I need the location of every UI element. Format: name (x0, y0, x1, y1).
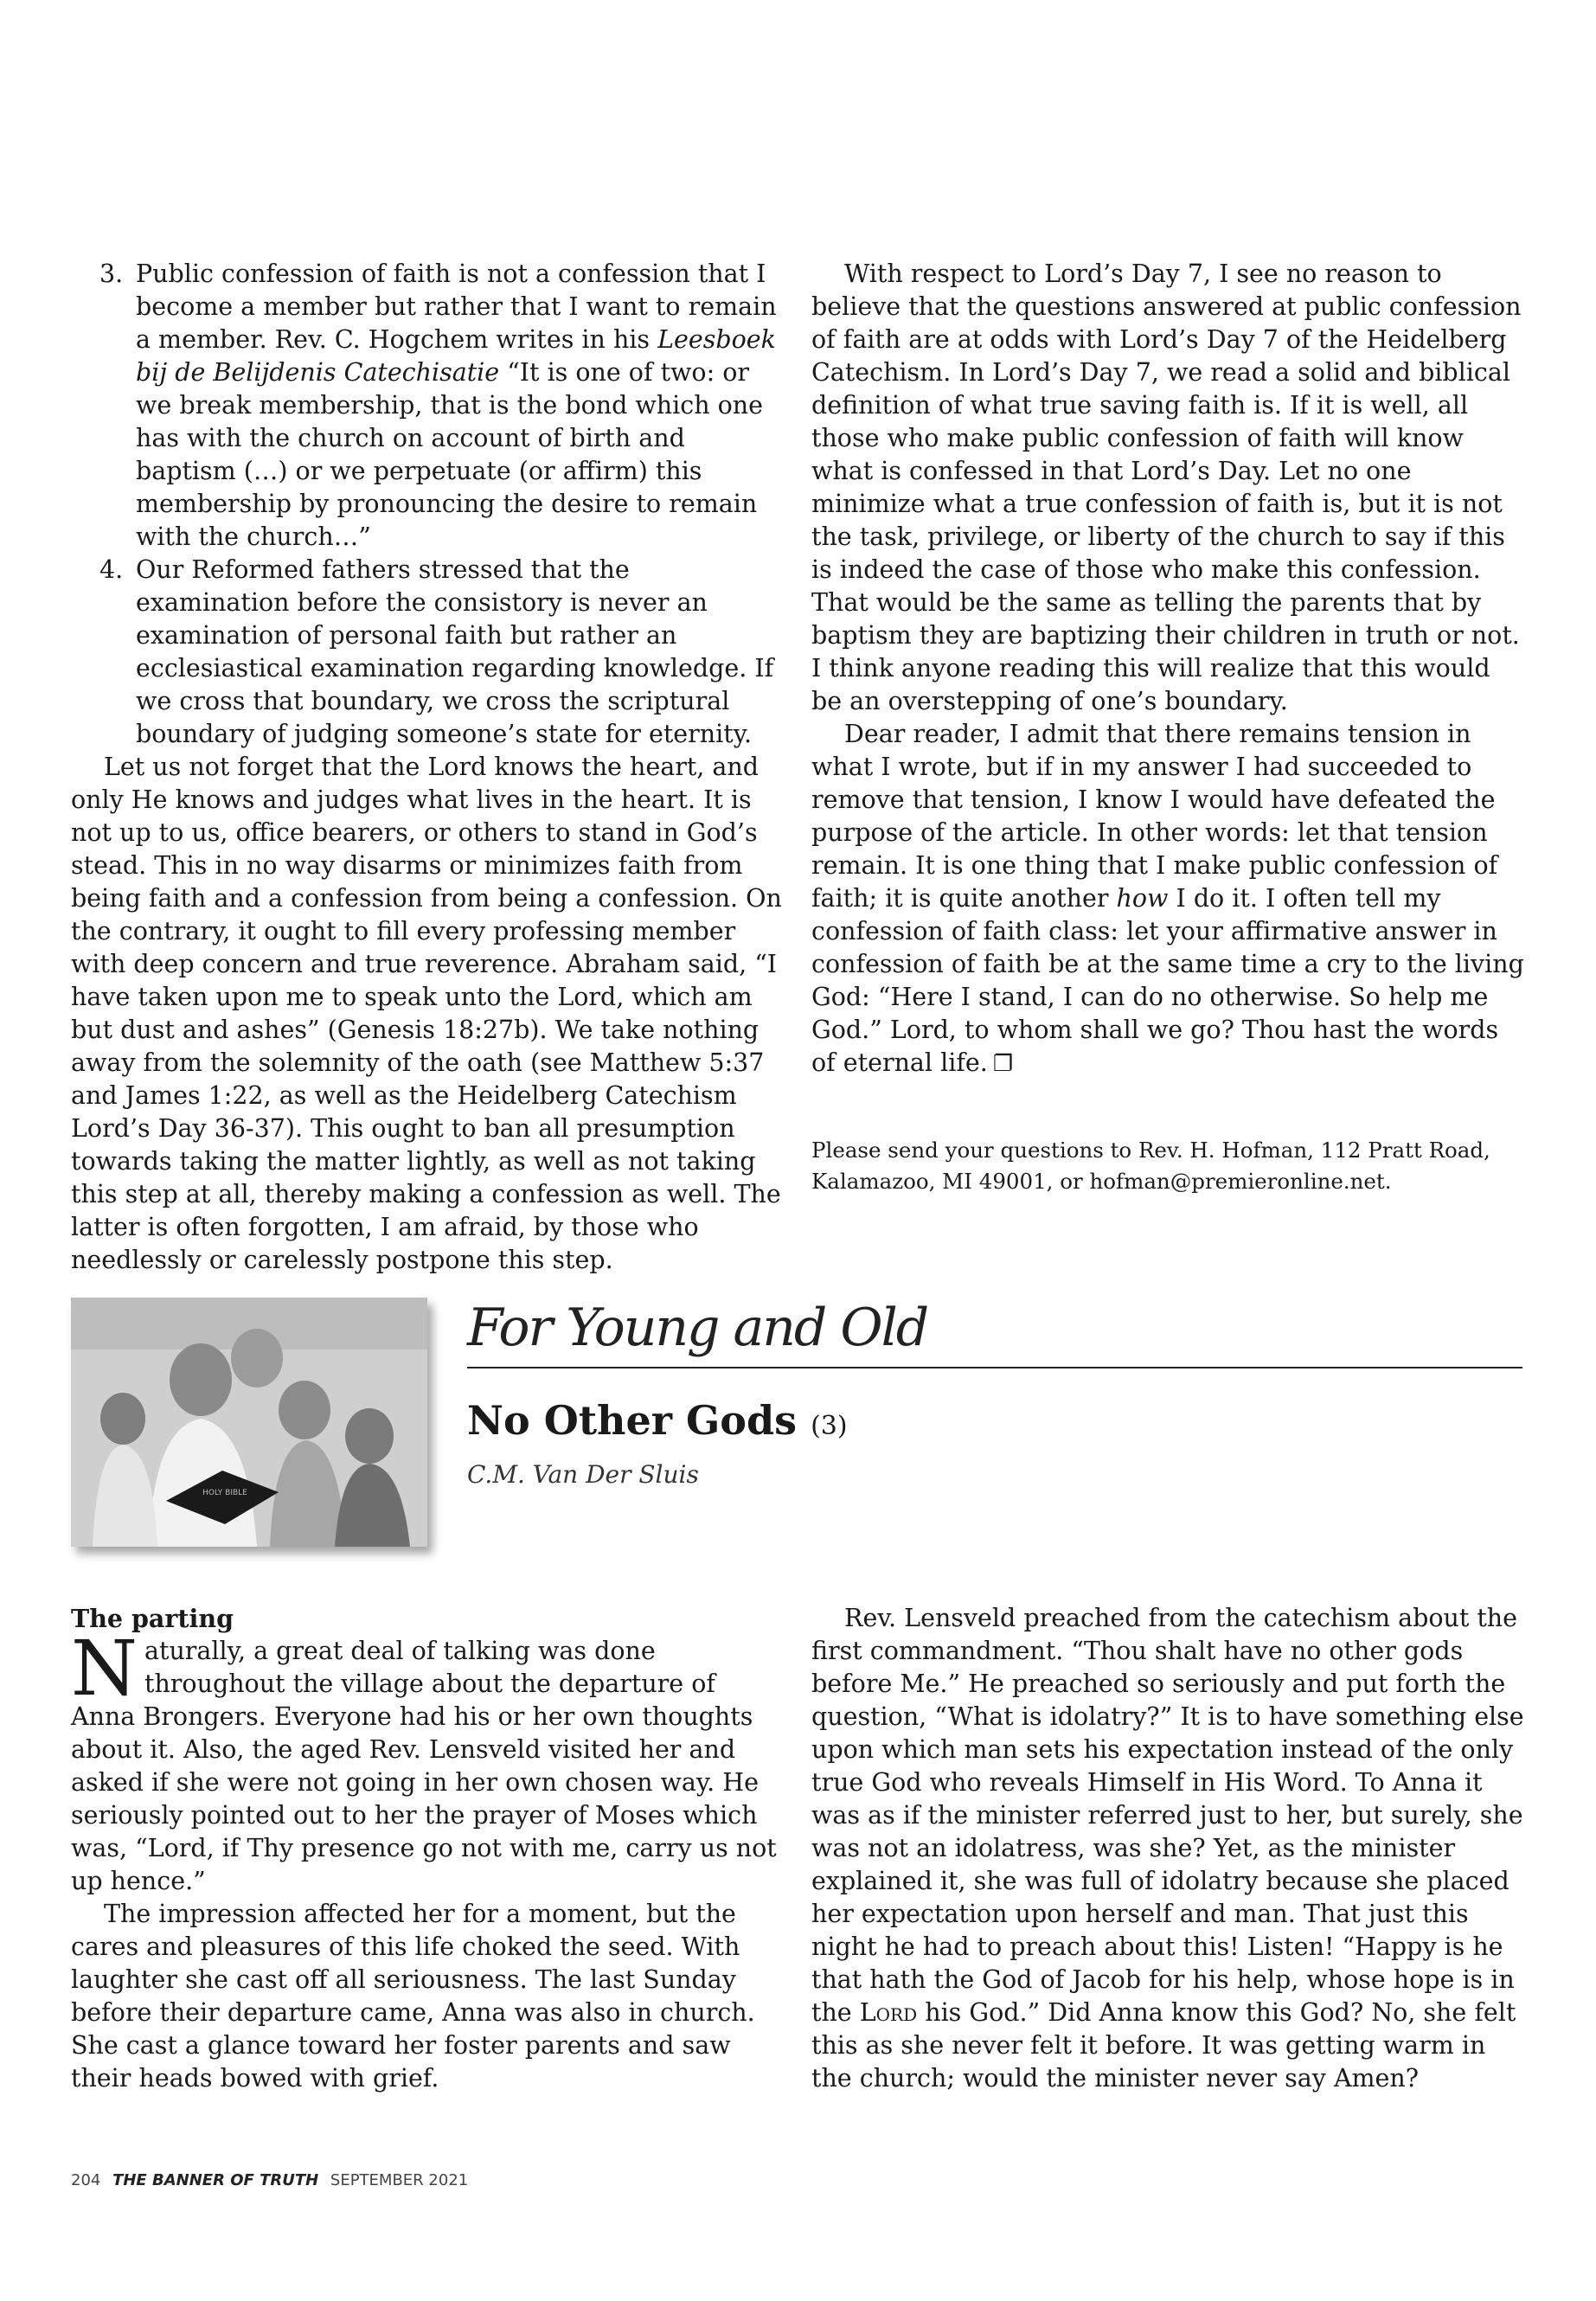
family-reading-bible-image (71, 1298, 427, 1547)
body-paragraph: With respect to Lord’s Day 7, I see no reason to believe that the questions answered at public confession of faith are at odds with Lord’s Day 7 of the Heidelberg Catechism. In Lord’s Day 7, we read a solid and biblical definition of what true saving faith is. If it is well, all those who make public confession of faith will know what is confessed in that Lord’s Day. Let no one minimize what a true confession of faith is, but it is not the task, privilege, or liberty of the church to say if this is indeed the case of those who make this confession. That would be the same as telling the parents that by baptism they are baptizing their children in truth or not. I think anyone reading this will realize that this would be an overstepping of one’s boundary. (811, 260, 1522, 715)
bottom-left-column (71, 1602, 782, 2095)
paragraph-text: Rev. Lensveld preached from the catechism about the first commandment. “Thou shalt have no other gods before Me.” He preached so seriously and put forth the question, “What is idolatry?” It is to have something else upon which man sets his expectation instead of the only true God who reveals Himself in His Word. To Anna it was as if the minister referred just to her, but surely, she was not an idolatress, was she? Yet, as the minister explained it, she was full of idolatry because she placed her expectation upon herself and man. That just this night he had to preach about this! Listen! “Happy is he that hath the God of Jacob for his help, whose hope is in the (811, 1604, 1524, 2027)
list-text: Our Reformed fathers stressed that the examination before the consistory is never an examination of personal faith but rather an ecclesiastical examination regarding knowledge. If we cross that boundary, we cross the scriptural boundary of judging someone’s state for eternity. (136, 555, 774, 748)
bottom-right-column (811, 1602, 1528, 2095)
article-title-text: No Other Gods (467, 1397, 798, 1444)
paragraph-text: aturally, a great deal of talking was done throughout the village about the departure of Anna Brongers. Everyone had his or her own thoughts about it. Also, the aged Rev. Lensveld visited her and asked if she were not going in her own chosen way. He seriously pointed out to her the prayer of Moses which was, “Lord, if Thy presence go not with me, carry us not up hence.” (71, 1637, 777, 1895)
list-number: 3. (99, 260, 124, 288)
section-title (467, 1298, 1522, 1368)
book-title: Leesboek bij de Belijdenis Catechisatie (136, 325, 776, 387)
numbered-list (71, 258, 782, 751)
top-right-column (811, 258, 1528, 1080)
drop-cap: N (71, 1624, 138, 1713)
body-paragraph: The impression affected her for a moment, but the cares and pleasures of this life choked the seed. With laughter she cast off all seriousness. The last Sunday before their departure came, Anna was also in church. She cast a glance toward her foster parents and saw their heads bowed with grief. (71, 1900, 755, 2093)
page-footer (71, 2171, 468, 2189)
section-title-text: For Young and Old (467, 1298, 928, 1358)
body-paragraph (811, 1602, 1528, 2095)
body-paragraph (71, 1624, 782, 1898)
magazine-name: THE BANNER OF TRUTH (112, 2171, 319, 2189)
family-photo (71, 1298, 427, 1547)
article-part: (3) (811, 1411, 848, 1441)
questions-notice: Please send your questions to Rev. H. Hofman, 112 Pratt Road, Kalamazoo, MI 49001, or hofman@premieronline.net. (811, 1138, 1490, 1194)
top-left-column (71, 258, 782, 1277)
list-item (71, 554, 782, 751)
small-caps-text: Lord (859, 1998, 918, 2027)
paragraph-text: I do it. I often tell my confession of faith class: let your affirmative answer in confession of faith be at the same time a cry to the living God: “Here I stand, I can do no otherwise. So help me God.” Lord, to whom shall we go? Thou hast the words of eternal life. (811, 884, 1524, 1077)
body-paragraph (811, 718, 1528, 1080)
list-number: 4. (99, 555, 124, 584)
bible-label: HOLY BIBLE (202, 1489, 247, 1497)
article-title (467, 1397, 848, 1444)
body-paragraph: Let us not forget that the Lord knows the heart, and only He knows and judges what lives in the heart. It is not up to us, office bearers, or others to stand in God’s stead. This in no way disarms or minimizes faith from being faith and a confession from being a confession. On the contrary, it ought to fill every professing member with deep concern and true reverence. Abraham said, “I have taken upon me to speak unto the Lord, which am but dust and ashes” (Genesis 18:27b). We take nothing away from the solemnity of the oath (see Matthew 5:37 and James 1:22, as well as the Heidelberg Catechism Lord’s Day 36-37). This ought to ban all presumption towards taking the matter lightly, as well as not taking this step at all, thereby making a confession as well. The latter is often forgotten, I am afraid, by those who needlessly or carelessly postpone this step. (71, 753, 782, 1274)
paragraph-text: Dear reader, I admit that there remains tension in what I wrote, but if in my answer I had succeeded to remove that tension, I know I would have defeated the purpose of the article. In other words: let that tension remain. It is one thing that I make public confession of faith; it is quite another (811, 720, 1498, 913)
byline: C.M. Van Der Sluis (467, 1460, 699, 1489)
issue-date: SEPTEMBER 2021 (330, 2171, 469, 2189)
list-text: “It is one of two: or we break membership, that is the bond which one has with the church on account of birth and baptism (…) or we perpetuate (or affirm) this membership by pronouncing the desire to remain with the church…” (136, 358, 764, 551)
page-number: 204 (71, 2171, 101, 2189)
list-item (71, 258, 782, 554)
subheading: The parting (71, 1604, 234, 1633)
end-mark-icon: ❐ (992, 1051, 1014, 1077)
paragraph-text: his God.” Did Anna know this God? No, she felt this as she never felt it before. It was getting warm in the church; would the minister never say Amen? (811, 1998, 1516, 2093)
list-text: Public confession of faith is not a confession that I become a member but rather that I want to remain a member. Rev. C. Hogchem writes in his (136, 260, 777, 354)
emphasis-text: how (1116, 884, 1169, 913)
